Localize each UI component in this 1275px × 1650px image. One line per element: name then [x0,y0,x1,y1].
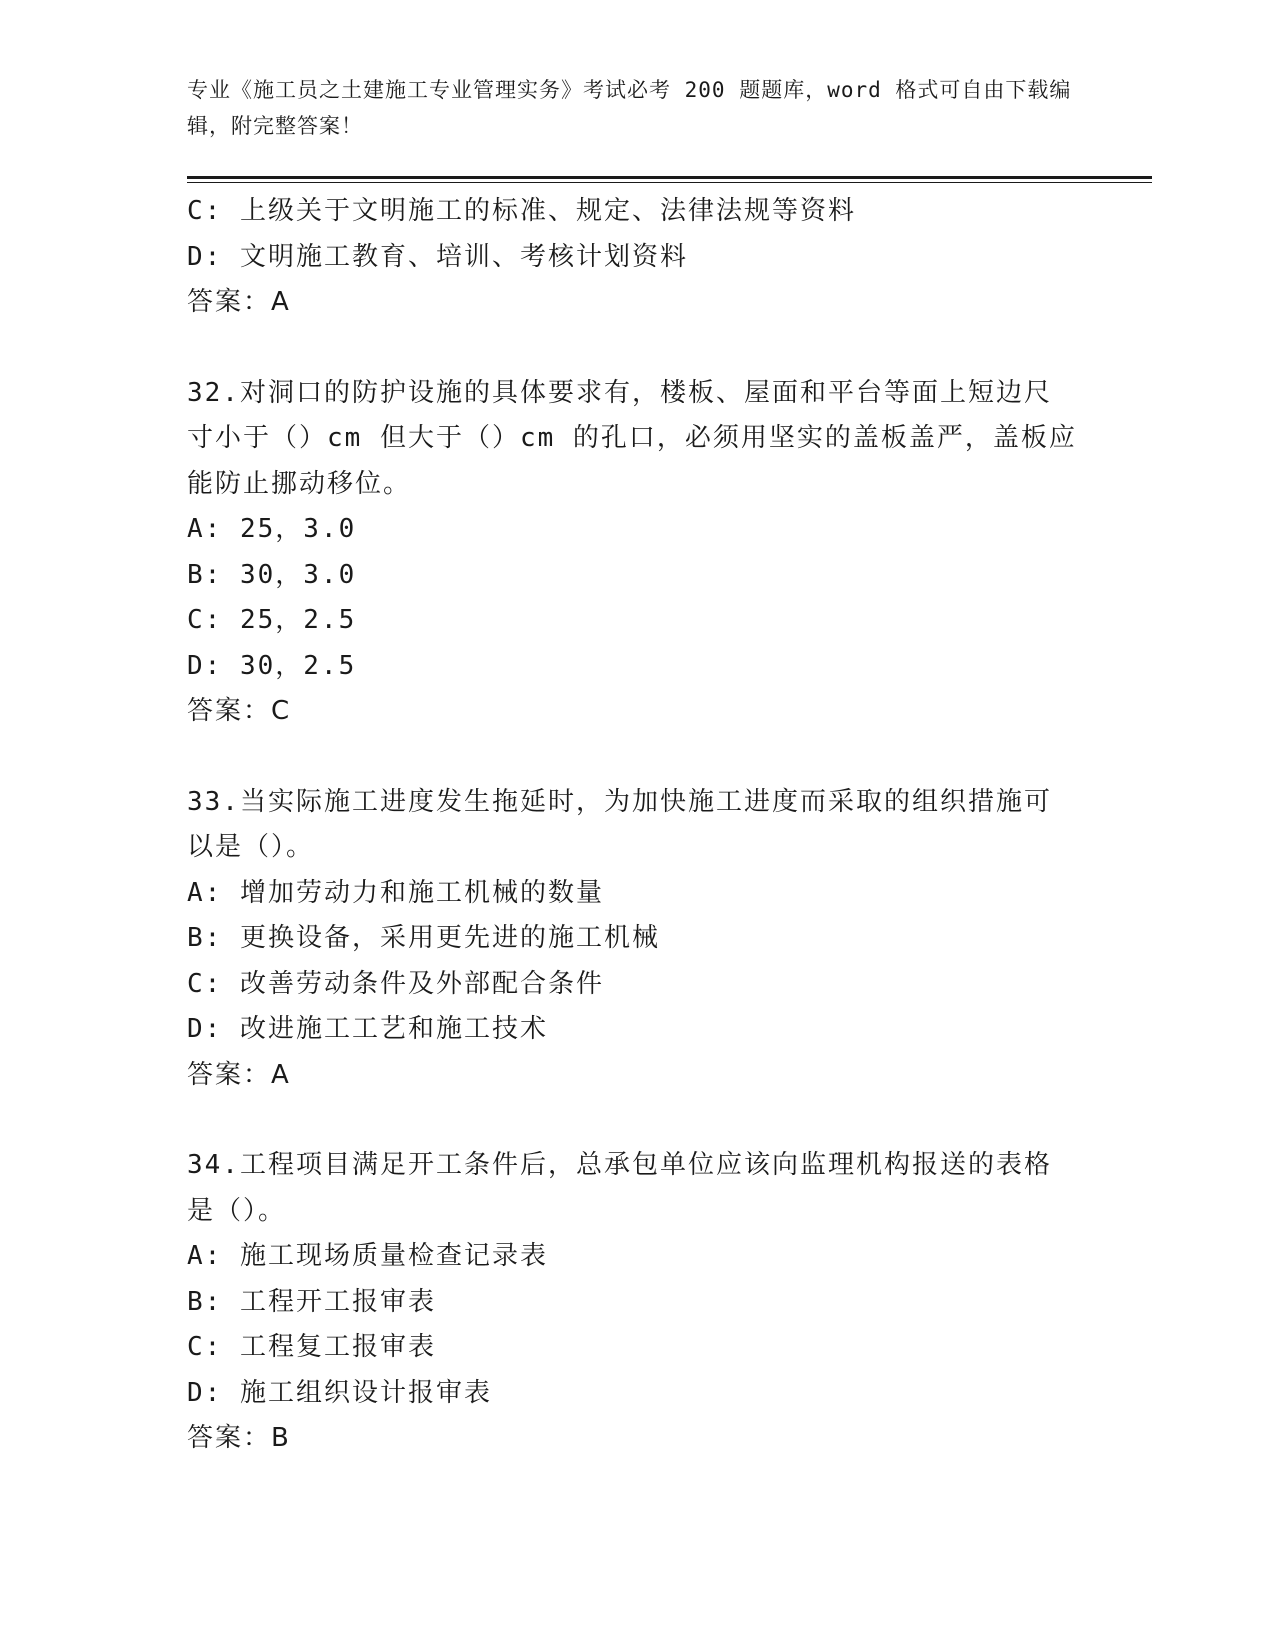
question-33 [187,780,1087,1099]
option-c: C: 工程复工报审表 [187,1332,436,1362]
question-text: 32.对洞口的防护设施的具体要求有，楼板、屋面和平台等面上短边尺寸小于（）cm 但大于（）cm 的孔口，必须用坚实的盖板盖严，盖板应能防止挪动移位。 [187,377,1077,499]
question-text: 33.当实际施工进度发生拖延时，为加快施工进度而采取的组织措施可以是（）。 [187,786,1052,862]
option-a: A: 25，3.0 [187,514,357,544]
option-b: B: 30，3.0 [187,559,357,590]
answer: 答案：A [187,1059,291,1090]
spacer [187,326,1087,371]
header-rule-thick [187,176,1152,179]
option-b: B: 工程开工报审表 [187,1286,436,1317]
option-c: C: 改善劳动条件及外部配合条件 [187,968,604,999]
answer: 答案：A [187,287,291,317]
option-d: D: 文明施工教育、培训、考核计划资料 [187,241,688,272]
question-text: 34.工程项目满足开工条件后，总承包单位应该向监理机构报送的表格是（）。 [187,1150,1052,1226]
option-d: D: 改进施工工艺和施工技术 [187,1014,548,1044]
option-a: A: 施工现场质量检查记录表 [187,1241,548,1271]
header-rule-thin [187,182,1152,183]
document-header: 专业《施工员之土建施工专业管理实务》考试必考 200 题题库，word 格式可自由下载编辑，附完整答案！ [187,78,1072,138]
question-32 [187,371,1087,735]
option-c: C: 25，2.5 [187,605,357,635]
option-d: D: 施工组织设计报审表 [187,1377,492,1408]
question-list [187,189,1087,1462]
option-b: B: 更换设备，采用更先进的施工机械 [187,923,660,953]
question-31-tail [187,189,1087,326]
spacer [187,735,1087,780]
option-d: D: 30，2.5 [187,650,357,681]
option-a: A: 增加劳动力和施工机械的数量 [187,877,604,908]
spacer [187,1098,1087,1143]
question-34 [187,1143,1087,1462]
answer: 答案：B [187,1423,291,1453]
answer: 答案：C [187,696,292,726]
option-c: C: 上级关于文明施工的标准、规定、法律法规等资料 [187,196,856,226]
